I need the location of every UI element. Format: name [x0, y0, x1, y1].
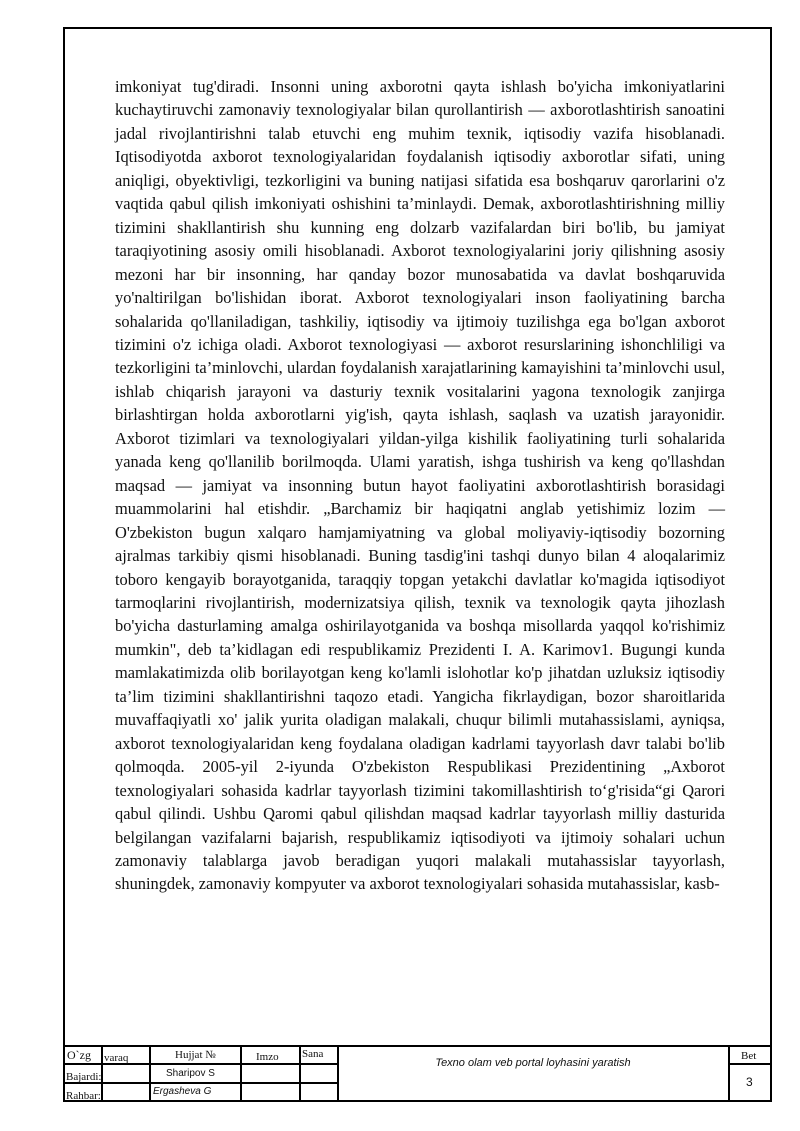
stamp-supervisor-name: Ergasheva G: [153, 1086, 212, 1097]
stamp-author-name: Sharipov S: [166, 1068, 215, 1079]
stamp-project-title: Texno olam veb portal loyhasini yaratish: [435, 1057, 631, 1069]
stamp-col-line-6: [728, 1045, 730, 1102]
stamp-supervisor-label: Rahbar:: [66, 1090, 101, 1102]
stamp-col-line-5: [337, 1045, 339, 1102]
stamp-header-sheet: varaq: [104, 1052, 129, 1064]
stamp-col-line-3: [240, 1045, 242, 1102]
stamp-page-number: 3: [746, 1075, 753, 1089]
title-block: [63, 1045, 772, 1102]
stamp-header-change: O`zg: [67, 1048, 91, 1062]
stamp-col-line-4: [299, 1045, 301, 1102]
stamp-row-line-2: [63, 1082, 338, 1084]
stamp-col-line-2: [149, 1045, 151, 1102]
body-text: imkoniyat tug'diradi. Insonni uning axborotni qayta ishlash bo'yicha imkoniyatlarini kuchaytiruvchi zamonaviy texnologiyalar bilan qurollantirish — axborotlashtirish sanoatini jadal rivojlantirishni talab etuvchi eng muhim texnik, iqtisodiy vazifa hisoblanadi. Iqtisodiyotda axborot texnologiyalaridan foydalanish iqtisodiy axborotlar sifati, uning aniqligi, obyektivligi, tezkorligini va buning natijasi sifatida esa boshqaruv qarorlarini o'z vaqtida qabul qilish imkoniyati oshishini ta’minlaydi. Demak, axborotlashtirishning milliy tizimini shakllantirish shu kunning eng dolzarb vazifalardan biri bo'lib, bu jamiyat taraqiyotining asosiy omili hisoblanadi. Axborot texnologiyalarini joriy qilishning asosiy mezoni har bir insonning, har qanday bozor munosabatida va davlat boshqaruvida yo'naltirilgan bo'lishidan iborat. Axborot texnologiyalari inson faoliyatining barcha sohalarida qo'llaniladigan, tashkiliy, iqtisodiy va ijtimoiy tuzilishga ega bo'lgan axborot tizimini o'z ichiga oladi. Axborot texnologiyasi — axborot resurslarining ishonchliligi va tezkorligini ta’minlovchi, ulardan foydalanish xarajatlarining kamayishini ta’minlovchi usul, ishlab chiqarish jarayoni va dasturiy texnik vositalarini yagona texnologik zanjirga birlashtirgan holda axborotlarni yig'ish, qayta ishlash, saqlash va uzatish jarayonidir. Axborot tizimlari va texnologiyalari yildan-yilga kishilik faoliyatining turli sohalarida yanada keng qo'llanilib borilmoqda. Ulami yaratish, ishga tushirish va keng qo'llashdan maqsad — jamiyat va insonning butun hayot faoliyatini axborotlashtirish borasidagi muammolarini hal etishdir. „Barchamiz bir haqiqatni anglab yetishimiz lozim — O'zbekiston bugun xalqaro hamjamiyatning va global moliyaviy-iqtisodiy bozorning ajralmas tarkibiy qismi hisoblanadi. Buning tasdig'ini tashqi dunyo bilan 4 aloqalarimiz toboro kengayib borayotganida, taraqqiy topgan yetakchi davlatlar ko'magida iqtisodiyot tarmoqlarini rivojlantirish, modernizatsiya qilish, texnik va texnologik qayta jihozlash bo'yicha dasturlaming amalga oshirilayotganida va boshqa misollarda yaqqol ko'rishimiz mumkin", deb ta’kidlagan edi respublikamiz Prezidenti I. A. Karimov1. Bugungi kunda mamlakatimizda olib borilayotgan keng ko'lamli islohotlar ko'p jihatdan uzluksiz iqtisodiy ta’lim tizimini shakllantirishni taqozo etadi. Yangicha fikrlaydigan, bozor sharoitlarida muvaffaqiyatli xo' jalik yurita oladigan malakali, chuqur bilimli mutahassislami, ayniqsa, axborot texnologiyalaridan keng foydalana oladigan kadrlami tayyorlash davr talabi bo'lib qolmoqda. 2005-yil 2-iyunda O'zbekiston Respublikasi Prezidentining „Axborot texnologiyalari sohasida kadrlar tayyorlash tizimini takomillashtirish to‘g'risida“gi Qarori qabul qilindi. Ushbu Qaromi qabul qilishdan maqsad kadrlar tayyorlash milliy dasturida belgilangan vazifalarni bajarish, respublikamiz iqtisodiyoti va ijtimoiy sohalari uchun zamonaviy talablarga javob beradigan yuqori malakali mutahassislar tayyorlash, shuningdek, zamonaviy kompyuter va axborot texnologiyalari sohasida mutahassislar, kasb-: [115, 77, 725, 894]
stamp-page-label: Bet: [741, 1050, 757, 1062]
stamp-author-label: Bajardi:: [66, 1071, 102, 1083]
stamp-header-doc: Hujjat №: [175, 1049, 216, 1061]
stamp-header-date: Sana: [302, 1048, 324, 1060]
stamp-header-sign: Imzo: [256, 1051, 279, 1063]
stamp-page-line: [728, 1063, 772, 1065]
stamp-top-line: [63, 1045, 772, 1047]
